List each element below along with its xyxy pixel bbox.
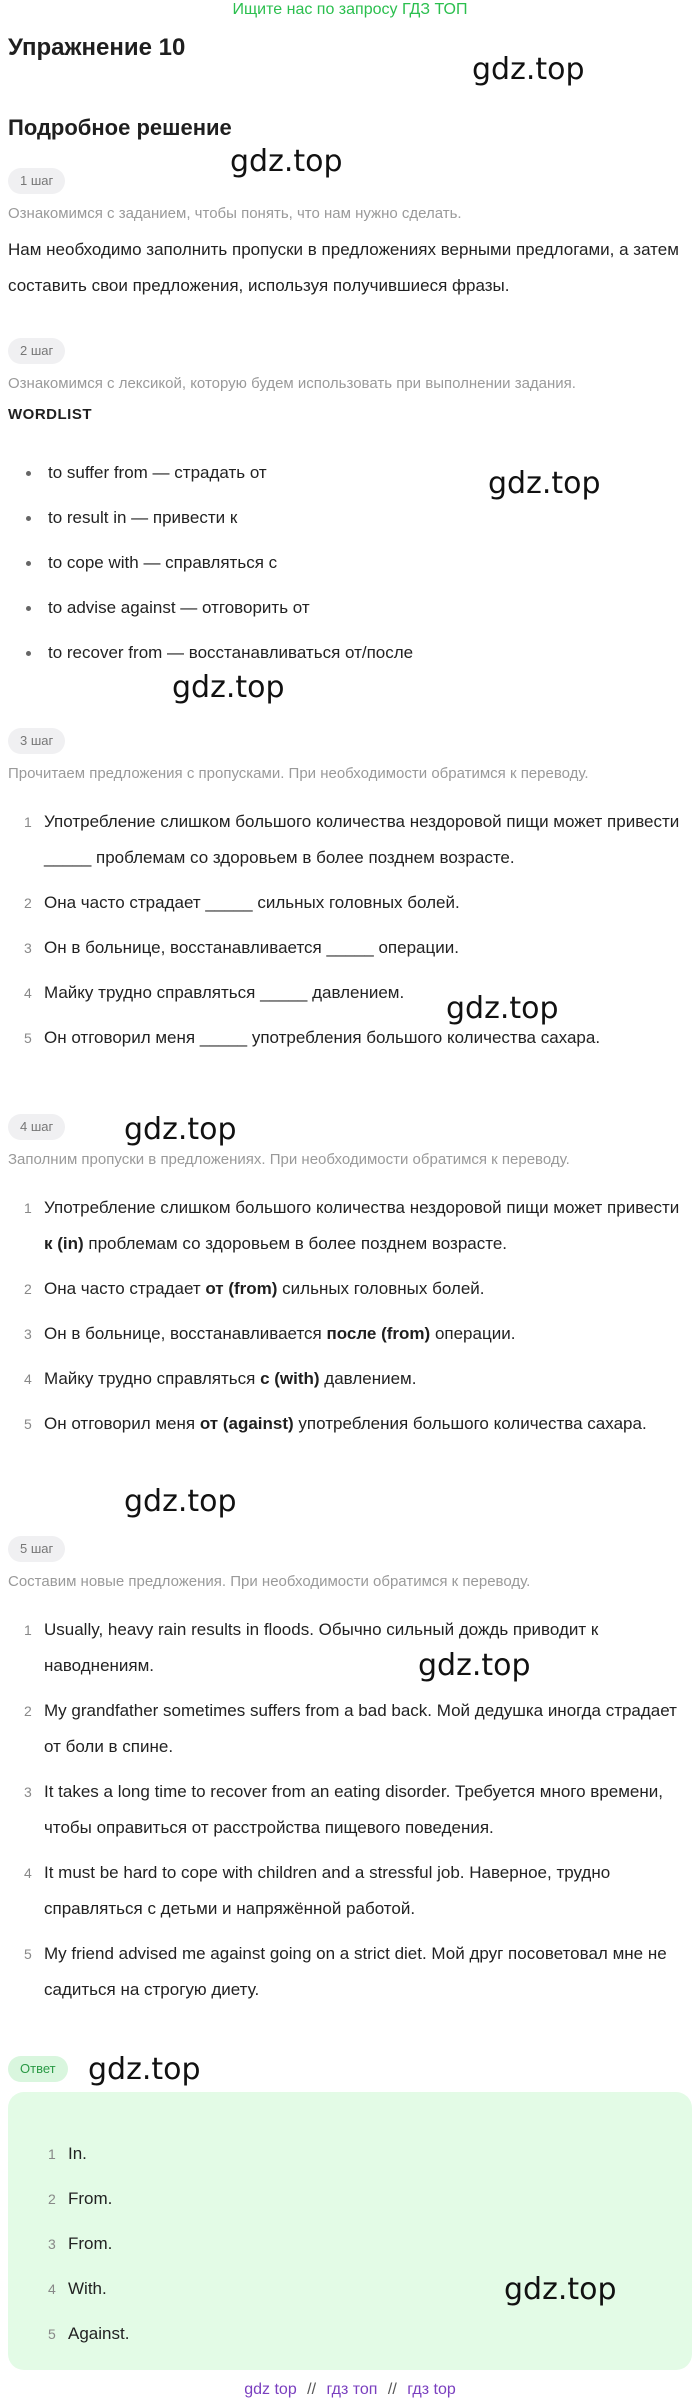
answer-preposition: от (from)	[205, 1279, 278, 1298]
sentence-text: Он в больнице, восстанавливается _____ операции.	[44, 938, 459, 957]
item-number: 3	[24, 940, 32, 956]
exercise-title: Упражнение 10	[8, 34, 186, 61]
item-number: 2	[24, 1703, 32, 1719]
sentence-post: употребления большого количества сахара.	[293, 1414, 647, 1433]
list-item	[8, 930, 688, 966]
step-3-badge: 3 шаг	[8, 728, 65, 754]
item-number: 5	[24, 1416, 32, 1432]
wordlist-item-text: to advise against — отговорить от	[48, 598, 310, 617]
sentence-text: Он отговорил меня _____ употребления большого количества сахара.	[44, 1028, 601, 1047]
sentence-pre: Он отговорил меня	[44, 1414, 200, 1433]
bullet-icon	[26, 561, 31, 566]
list-item	[8, 1316, 688, 1352]
sentence-post: операции.	[430, 1324, 516, 1343]
sentence-post: сильных головных болей.	[277, 1279, 485, 1298]
answer-preposition: с (with)	[260, 1369, 320, 1388]
answer-preposition: от (against)	[199, 1414, 294, 1433]
wordlist-item-text: to result in — привести к	[48, 508, 238, 527]
sentence-text: My friend advised me against going on a strict diet. Мой друг посоветовал мне не садиться на строгую диету.	[44, 1944, 667, 1999]
bullet-icon	[26, 516, 31, 521]
wordlist-item	[8, 503, 692, 548]
step-1-text: Нам необходимо заполнить пропуски в предложениях верными предлогами, а затем составить свои предложения, используя получившиеся фразы.	[8, 240, 679, 295]
item-number: 3	[48, 2236, 56, 2252]
sentence-text: It takes a long time to recover from an eating disorder. Требуется много времени, чтобы оправиться от расстройства пищевого поведения.	[44, 1782, 663, 1837]
list-item	[8, 1361, 688, 1397]
step-2-badge: 2 шаг	[8, 338, 65, 364]
list-item	[8, 1612, 688, 1684]
answer-text: Against.	[68, 2324, 130, 2343]
sentence-pre: Майку трудно справляться	[44, 1369, 261, 1388]
item-number: 2	[24, 895, 32, 911]
answer-text: In.	[68, 2144, 87, 2163]
wordlist-item-text: to recover from — восстанавливаться от/после	[48, 643, 414, 662]
list-item	[8, 1693, 688, 1765]
answer-text: From.	[68, 2189, 113, 2208]
item-number: 1	[48, 2146, 56, 2162]
item-number: 3	[24, 1326, 32, 1342]
solution-heading: Подробное решение	[8, 115, 232, 140]
watermark: gdz.top	[124, 1112, 237, 1147]
answer-item	[8, 2139, 692, 2184]
sentence-post: давлением.	[319, 1369, 417, 1388]
list-item	[8, 1855, 688, 1927]
gap-sentences-list	[8, 804, 688, 1065]
answer-item	[8, 2184, 692, 2229]
new-sentences-list	[8, 1612, 688, 2017]
answer-item	[8, 2229, 692, 2274]
item-number: 2	[24, 1281, 32, 1297]
answer-text: From.	[68, 2234, 113, 2253]
answer-preposition: к (in)	[44, 1234, 84, 1253]
sentence-text: Usually, heavy rain results in floods. Обычно сильный дождь приводит к наводнениям.	[44, 1620, 599, 1675]
watermark: gdz.top	[172, 670, 285, 705]
answer-text: With.	[68, 2279, 107, 2298]
sentence-pre: Употребление слишком большого количества нездоровой пищи может привести	[44, 1198, 680, 1217]
bullet-icon	[26, 471, 31, 476]
step-2-hint: Ознакомимся с лексикой, которую будем использовать при выполнении задания.	[8, 375, 576, 392]
footer-separator: //	[307, 2381, 317, 2398]
list-item	[8, 885, 688, 921]
list-item	[8, 1406, 688, 1442]
watermark: gdz.top	[504, 2272, 617, 2307]
step-1-badge: 1 шаг	[8, 168, 65, 194]
top-banner[interactable]: Ищите нас по запросу ГДЗ ТОП	[232, 1, 468, 18]
item-number: 1	[24, 1200, 32, 1216]
item-number: 4	[24, 985, 32, 1001]
wordlist-title: WORDLIST	[8, 406, 92, 423]
item-number: 4	[24, 1865, 32, 1881]
sentence-text: Она часто страдает _____ сильных головных болей.	[44, 893, 460, 912]
watermark: gdz.top	[472, 52, 585, 87]
item-number: 3	[24, 1784, 32, 1800]
answer-item	[8, 2319, 692, 2364]
wordlist-item	[8, 593, 692, 638]
sentence-post: проблемам со здоровьем в более позднем возрасте.	[83, 1234, 508, 1253]
item-number: 4	[48, 2281, 56, 2297]
item-number: 5	[24, 1946, 32, 1962]
answer-preposition: после (from)	[326, 1324, 431, 1343]
sentence-pre: Она часто страдает	[44, 1279, 206, 1298]
answer-list	[8, 2139, 692, 2364]
item-number: 4	[24, 1371, 32, 1387]
wordlist-item-text: to suffer from — страдать от	[48, 463, 267, 482]
sentence-text: Майку трудно справляться _____ давлением.	[44, 983, 405, 1002]
footer-link[interactable]: гдз top	[407, 2381, 456, 2398]
watermark: gdz.top	[488, 466, 601, 501]
list-item	[8, 804, 688, 876]
list-item	[8, 1020, 688, 1056]
wordlist-item	[8, 548, 692, 593]
watermark: gdz.top	[230, 144, 343, 179]
step-4-hint: Заполним пропуски в предложениях. При необходимости обратимся к переводу.	[8, 1151, 570, 1168]
list-item	[8, 1271, 688, 1307]
answer-badge: Ответ	[8, 2056, 68, 2082]
footer-link[interactable]: gdz top	[244, 2381, 297, 2398]
list-item	[8, 1774, 688, 1846]
sentence-pre: Он в больнице, восстанавливается	[44, 1324, 327, 1343]
watermark: gdz.top	[418, 1648, 531, 1683]
footer-links	[0, 2378, 700, 2402]
step-4-badge: 4 шаг	[8, 1114, 65, 1140]
item-number: 2	[48, 2191, 56, 2207]
step-5-badge: 5 шаг	[8, 1536, 65, 1562]
list-item	[8, 975, 688, 1011]
sentence-text: Употребление слишком большого количества нездоровой пищи может привести _____ проблемам со здоровьем в более позднем возрасте.	[44, 812, 680, 867]
bullet-icon	[26, 651, 31, 656]
wordlist-item-text: to cope with — справляться с	[48, 553, 278, 572]
wordlist-item	[8, 638, 692, 683]
footer-link[interactable]: гдз топ	[326, 2381, 378, 2398]
item-number: 1	[24, 1622, 32, 1638]
filled-sentences-list	[8, 1190, 688, 1451]
list-item	[8, 1936, 688, 2008]
item-number: 5	[48, 2326, 56, 2342]
footer-separator: //	[387, 2381, 397, 2398]
watermark: gdz.top	[446, 991, 559, 1026]
step-3-hint: Прочитаем предложения с пропусками. При необходимости обратимся к переводу.	[8, 765, 589, 782]
sentence-text: It must be hard to cope with children and a stressful job. Наверное, трудно справляться с детьми и напряжённой работой.	[44, 1863, 611, 1918]
watermark: gdz.top	[88, 2052, 201, 2087]
step-5-hint: Составим новые предложения. При необходимости обратимся к переводу.	[8, 1573, 531, 1590]
bullet-icon	[26, 606, 31, 611]
item-number: 5	[24, 1030, 32, 1046]
item-number: 1	[24, 814, 32, 830]
list-item	[8, 1190, 688, 1262]
watermark: gdz.top	[124, 1484, 237, 1519]
sentence-text: My grandfather sometimes suffers from a bad back. Мой дедушка иногда страдает от боли в спине.	[44, 1701, 677, 1756]
step-1-hint: Ознакомимся с заданием, чтобы понять, что нам нужно сделать.	[8, 205, 462, 222]
